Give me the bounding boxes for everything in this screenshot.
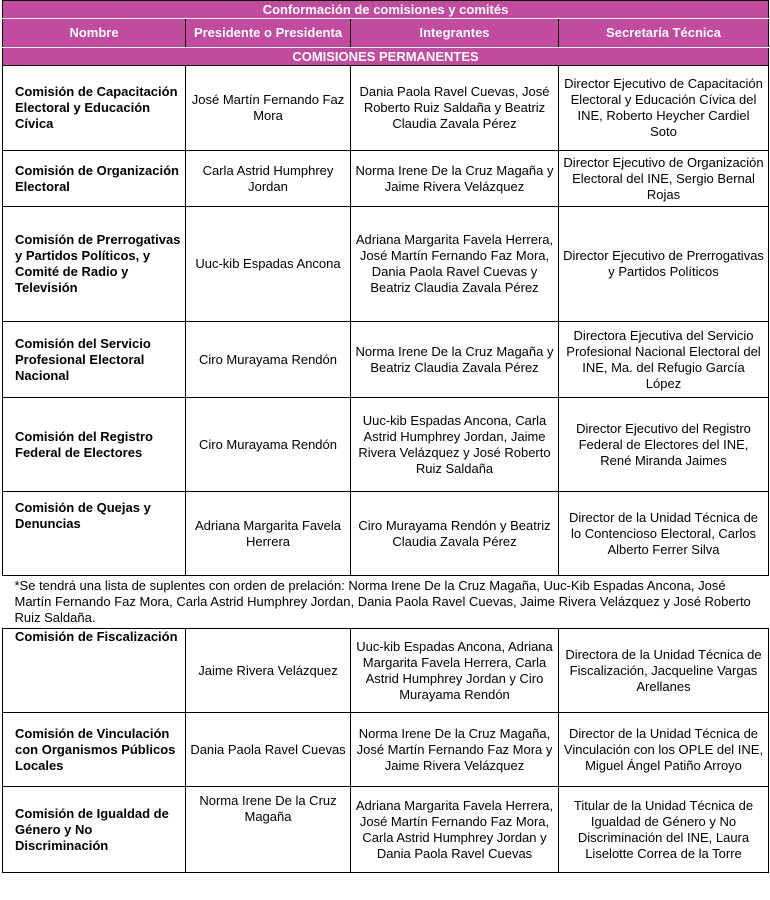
table-row	[3, 322, 769, 398]
commission-name: Comisión de Organización Electoral	[3, 151, 186, 207]
commission-name: Comisión de Capacitación Electoral y Educación Cívica	[3, 66, 186, 151]
table-row	[3, 398, 769, 492]
header-name: Nombre	[3, 19, 186, 48]
section-title: COMISIONES PERMANENTES	[3, 48, 769, 66]
commission-members: Adriana Margarita Favela Herrera, José Martín Fernando Faz Mora, Carla Astrid Humphrey Jordan y Dania Paola Ravel Cuevas	[351, 787, 559, 873]
header-secretary: Secretaría Técnica	[559, 19, 769, 48]
header-president: Presidente o Presidenta	[186, 19, 351, 48]
note-row	[3, 576, 769, 629]
commission-members: Norma Irene De la Cruz Magaña y Jaime Rivera Velázquez	[351, 151, 559, 207]
commission-secretary: Titular de la Unidad Técnica de Igualdad de Género y No Discriminación del INE, Laura Liselotte Correa de la Torre	[559, 787, 769, 873]
commission-members: Norma Irene De la Cruz Magaña, José Martín Fernando Faz Mora y Jaime Rivera Velázquez	[351, 713, 559, 787]
commission-name: Comisión del Registro Federal de Electores	[3, 398, 186, 492]
commission-secretary: Director Ejecutivo de Prerrogativas y Partidos Políticos	[559, 207, 769, 322]
table-row	[3, 787, 769, 873]
commission-name: Comisión de Vinculación con Organismos Públicos Locales	[3, 713, 186, 787]
commission-president: Norma Irene De la Cruz Magaña	[186, 787, 351, 873]
table-row	[3, 492, 769, 576]
table-title: Conformación de comisiones y comités	[3, 1, 769, 19]
commission-members: Uuc-kib Espadas Ancona, Carla Astrid Humphrey Jordan, Jaime Rivera Velázquez y José Roberto Ruiz Saldaña	[351, 398, 559, 492]
commission-president: Uuc-kib Espadas Ancona	[186, 207, 351, 322]
commission-president: Jaime Rivera Velázquez	[186, 629, 351, 713]
commission-president: Adriana Margarita Favela Herrera	[186, 492, 351, 576]
table-row	[3, 629, 769, 713]
commission-president: Dania Paola Ravel Cuevas	[186, 713, 351, 787]
table-row	[3, 151, 769, 207]
commission-name: Comisión de Quejas y Denuncias	[3, 492, 186, 576]
commission-members: Uuc-kib Espadas Ancona, Adriana Margarita Favela Herrera, Carla Astrid Humphrey Jordan y Ciro Murayama Rendón	[351, 629, 559, 713]
commission-secretary: Director de la Unidad Técnica de lo Contencioso Electoral, Carlos Alberto Ferrer Silva	[559, 492, 769, 576]
commission-members: Adriana Margarita Favela Herrera, José Martín Fernando Faz Mora, Dania Paola Ravel Cuevas y Beatriz Claudia Zavala Pérez	[351, 207, 559, 322]
commission-members: Norma Irene De la Cruz Magaña y Beatriz Claudia Zavala Pérez	[351, 322, 559, 398]
commission-secretary: Director Ejecutivo del Registro Federal de Electores del INE, René Miranda Jaimes	[559, 398, 769, 492]
commission-name: Comisión de Igualdad de Género y No Discriminación	[3, 787, 186, 873]
commission-members: Ciro Murayama Rendón y Beatriz Claudia Zavala Pérez	[351, 492, 559, 576]
commission-name: Comisión de Prerrogativas y Partidos Políticos, y Comité de Radio y Televisión	[3, 207, 186, 322]
commission-name: Comisión del Servicio Profesional Electoral Nacional	[3, 322, 186, 398]
section-row	[3, 48, 769, 66]
commission-president: Carla Astrid Humphrey Jordan	[186, 151, 351, 207]
table-row	[3, 66, 769, 151]
table-row	[3, 713, 769, 787]
commission-secretary: Director de la Unidad Técnica de Vinculación con los OPLE del INE, Miguel Ángel Patiño Arroyo	[559, 713, 769, 787]
commission-secretary: Directora de la Unidad Técnica de Fiscalización, Jacqueline Vargas Arellanes	[559, 629, 769, 713]
alternates-note: *Se tendrá una lista de suplentes con orden de prelación: Norma Irene De la Cruz Magaña, Uuc-Kib Espadas Ancona, José Martín Fernando Faz Mora, Carla Astrid Humphrey Jordan, Dania Paola Ravel Cuevas, Jaime Rivera Velázquez y José Roberto Ruiz Saldaña.	[14, 578, 751, 625]
commission-members: Dania Paola Ravel Cuevas, José Roberto Ruiz Saldaña y Beatriz Claudia Zavala Pérez	[351, 66, 559, 151]
commission-secretary: Director Ejecutivo de Organización Electoral del INE, Sergio Bernal Rojas	[559, 151, 769, 207]
commission-president: Ciro Murayama Rendón	[186, 398, 351, 492]
title-row	[3, 1, 769, 19]
commission-secretary: Director Ejecutivo de Capacitación Electoral y Educación Cívica del INE, Roberto Heycher Cardiel Soto	[559, 66, 769, 151]
commissions-table	[2, 0, 769, 873]
commission-president: Ciro Murayama Rendón	[186, 322, 351, 398]
commission-president: José Martín Fernando Faz Mora	[186, 66, 351, 151]
header-members: Integrantes	[351, 19, 559, 48]
commission-name: Comisión de Fiscalización	[3, 629, 186, 713]
commission-secretary: Directora Ejecutiva del Servicio Profesional Nacional Electoral del INE, Ma. del Refugio García López	[559, 322, 769, 398]
header-row	[3, 19, 769, 48]
table-row	[3, 207, 769, 322]
